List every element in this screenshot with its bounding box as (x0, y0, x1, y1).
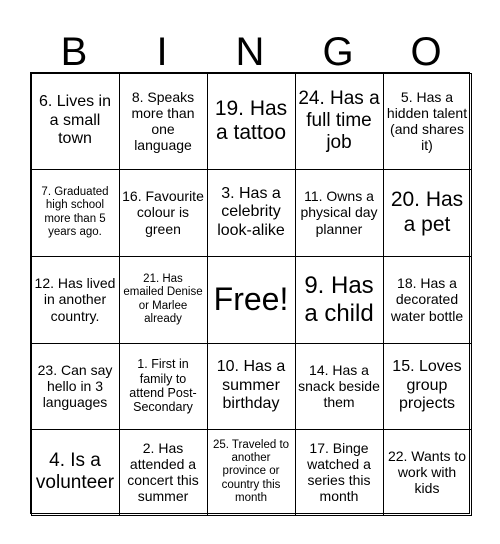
bingo-cell[interactable] (31, 343, 120, 430)
header-letter-b: B (60, 30, 88, 74)
bingo-cell[interactable] (383, 429, 472, 516)
bingo-grid (30, 72, 470, 514)
free-text: Free! (213, 281, 289, 318)
cell-text: 23. Can say hello in 3 languages (37, 361, 113, 411)
cell-text: 14. Has a snack beside them (298, 361, 380, 411)
cell-text: 20. Has a pet (390, 188, 464, 236)
header-letter-n: N (235, 30, 265, 74)
cell-text: 19. Has a tattoo (214, 96, 288, 144)
cell-text: 12. Has lived in another country. (34, 275, 116, 324)
bingo-cell[interactable] (31, 73, 120, 170)
bingo-cell[interactable] (119, 343, 208, 430)
cell-text: 10. Has a summer birthday (216, 358, 286, 413)
bingo-cell[interactable] (31, 256, 120, 344)
cell-text: 3. Has a celebrity look-alike (217, 184, 285, 239)
cell-text: 24. Has a full time job (298, 88, 380, 153)
cell-text: 9. Has a child (304, 271, 374, 327)
cell-text: 6. Lives in a small town (38, 93, 112, 148)
cell-text: 4. Is a volunteer (35, 450, 115, 493)
bingo-cell[interactable] (295, 256, 384, 344)
bingo-cell[interactable] (31, 429, 120, 516)
bingo-cell[interactable] (207, 169, 296, 257)
bingo-cell[interactable] (119, 169, 208, 257)
cell-text: 2. Has attended a concert this summer (127, 439, 199, 505)
cell-text: 11. Owns a physical day planner (300, 188, 378, 237)
cell-text: 1. First in family to attend Post-Secondary (129, 357, 197, 415)
cell-text: 5. Has a hidden talent (and shares it) (386, 88, 468, 154)
bingo-cell[interactable] (119, 73, 208, 170)
bingo-cell[interactable] (295, 429, 384, 516)
bingo-cell[interactable] (383, 73, 472, 170)
cell-text: 21. Has emailed Denise or Marlee already (123, 273, 203, 325)
bingo-cell[interactable] (295, 73, 384, 170)
bingo-cell[interactable] (295, 169, 384, 257)
cell-text: 7. Graduated high school more than 5 years ago. (41, 186, 109, 238)
cell-text: 25. Traveled to another province or country this month (212, 438, 290, 504)
cell-text: 17. Binge watched a series this month (307, 439, 371, 505)
bingo-cell[interactable] (31, 169, 120, 257)
bingo-cell[interactable] (295, 343, 384, 430)
cell-text: 8. Speaks more than one language (131, 88, 195, 154)
bingo-cell[interactable] (383, 256, 472, 344)
bingo-cell[interactable] (119, 429, 208, 516)
cell-text: 15. Loves group projects (392, 358, 462, 413)
header-letter-o: O (410, 30, 442, 74)
bingo-cell[interactable] (207, 73, 296, 170)
bingo-cell[interactable] (207, 343, 296, 430)
header-letter-g: G (322, 30, 354, 74)
free-space[interactable] (207, 256, 296, 344)
cell-text: 18. Has a decorated water bottle (390, 275, 464, 324)
header-letter-i: I (156, 30, 168, 74)
bingo-cell[interactable] (119, 256, 208, 344)
bingo-header (30, 30, 470, 74)
cell-text: 22. Wants to work with kids (387, 447, 467, 497)
bingo-cell[interactable] (207, 429, 296, 516)
bingo-cell[interactable] (383, 343, 472, 430)
cell-text: 16. Favourite colour is green (122, 188, 204, 237)
bingo-cell[interactable] (383, 169, 472, 257)
